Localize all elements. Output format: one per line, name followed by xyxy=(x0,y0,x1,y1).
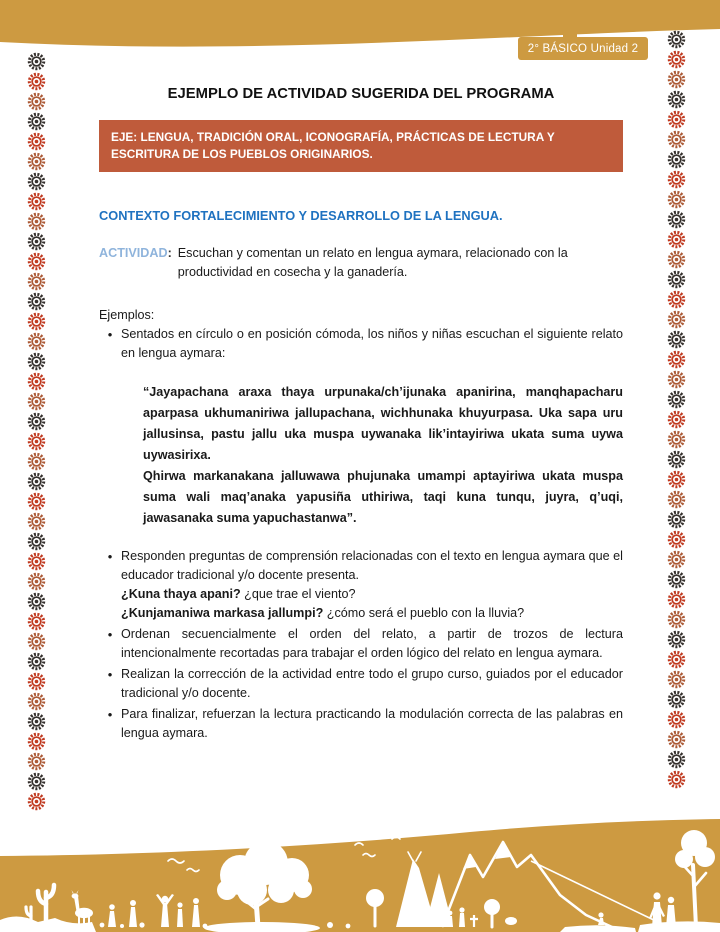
medallion-icon xyxy=(27,392,46,411)
medallion-icon xyxy=(667,370,686,389)
medallion-icon xyxy=(27,432,46,451)
medallion-icon xyxy=(27,592,46,611)
list-item xyxy=(99,665,623,703)
aymara-story-quote xyxy=(143,382,623,529)
medallion-icon xyxy=(27,652,46,671)
medallion-icon xyxy=(27,552,46,571)
medallion-icon xyxy=(27,752,46,771)
document-page xyxy=(99,0,623,745)
medallion-icon xyxy=(667,730,686,749)
medallion-icon xyxy=(27,372,46,391)
activity-colon: : xyxy=(167,246,172,260)
medallion-icon xyxy=(27,472,46,491)
medallion-icon xyxy=(27,172,46,191)
medallion-icon xyxy=(27,572,46,591)
example-bullet-1-text: Sentados en círculo o en posición cómoda, los niños y niñas escuchan el siguiente relato en lengua aymara: xyxy=(121,327,623,360)
medallion-icon xyxy=(27,692,46,711)
question-2-aymara: ¿Kunjamaniwa markasa jallumpi? xyxy=(121,606,324,620)
example-bullet-2-text: Responden preguntas de comprensión relacionadas con el texto en lengua aymara que el educador tradicional y/o docente presenta. xyxy=(121,549,623,582)
medallion-icon xyxy=(27,232,46,251)
medallion-icon xyxy=(27,632,46,651)
medallion-icon xyxy=(27,192,46,211)
medallion-icon xyxy=(667,50,686,69)
medallion-icon xyxy=(27,452,46,471)
medallion-icon xyxy=(667,450,686,469)
medallion-icon xyxy=(667,170,686,189)
medallion-icon xyxy=(667,470,686,489)
medallion-icon xyxy=(27,412,46,431)
medallion-icon xyxy=(667,330,686,349)
example-bullet-4: Realizan la corrección de la actividad entre todo el grupo curso, guiados por el educador tradicional y/o docente. xyxy=(121,667,623,700)
medallion-icon xyxy=(27,712,46,731)
question-1-aymara: ¿Kuna thaya apani? xyxy=(121,587,241,601)
medallion-icon xyxy=(27,352,46,371)
grade-unit-badge: 2° BÁSICO Unidad 2 xyxy=(518,37,648,60)
comprehension-question-2 xyxy=(121,604,623,623)
eje-banner: EJE: LENGUA, TRADICIÓN ORAL, ICONOGRAFÍA, PRÁCTICAS DE LECTURA Y ESCRITURA DE LOS PUEBLOS ORIGINARIOS. xyxy=(99,120,623,172)
medallion-icon xyxy=(667,150,686,169)
activity-row xyxy=(99,244,623,282)
list-item xyxy=(99,325,623,545)
medallion-icon xyxy=(667,210,686,229)
medallion-icon xyxy=(667,570,686,589)
medallion-icon xyxy=(667,430,686,449)
medallion-icon xyxy=(667,650,686,669)
bullet-icon xyxy=(99,665,121,703)
medallion-icon xyxy=(667,30,686,49)
medallion-icon xyxy=(667,250,686,269)
medallion-icon xyxy=(667,590,686,609)
andean-landscape-illustration xyxy=(0,815,720,932)
medallion-icon xyxy=(667,490,686,509)
activity-text: Escuchan y comentan un relato en lengua aymara, relacionado con la productividad en cosecha y la ganadería. xyxy=(177,246,568,279)
medallion-icon xyxy=(27,612,46,631)
medallion-icon xyxy=(27,212,46,231)
medallion-icon xyxy=(27,792,46,811)
medallion-icon xyxy=(667,110,686,129)
medallion-icon xyxy=(27,772,46,791)
medallion-icon xyxy=(667,630,686,649)
bullet-icon xyxy=(99,325,121,545)
bullet-icon xyxy=(99,547,121,623)
example-bullet-3: Ordenan secuencialmente el orden del relato, a partir de trozos de lectura intencionalmente recortadas para trabajar el orden lógico del relato en lengua aymara. xyxy=(121,627,623,660)
medallion-icon xyxy=(27,512,46,531)
ornament-border-right xyxy=(667,30,686,789)
medallion-icon xyxy=(667,130,686,149)
examples-label: Ejemplos: xyxy=(99,308,155,322)
comprehension-question-1 xyxy=(121,585,623,604)
aymara-quote-paragraph-1: “Jayapachana araxa thaya urpunaka/ch’ijunaka apanirina, manqhapacharu aparpasa ukhumaniriwa jallupachana, wichhunaka khuyurpasa. Uka sapa uru jallusinsa, pastu jallu uka muspa uywanaka lik’intayiriwa ukata suma uywa uywasirixa. xyxy=(143,385,623,462)
medallion-icon xyxy=(667,270,686,289)
medallion-icon xyxy=(27,732,46,751)
list-item xyxy=(99,625,623,663)
medallion-icon xyxy=(667,710,686,729)
bullet-icon xyxy=(99,625,121,663)
activity-label: ACTIVIDAD xyxy=(99,246,168,260)
medallion-icon xyxy=(667,670,686,689)
example-bullet-2 xyxy=(121,547,623,623)
medallion-icon xyxy=(27,532,46,551)
medallion-icon xyxy=(667,90,686,109)
medallion-icon xyxy=(667,410,686,429)
medallion-icon xyxy=(27,312,46,331)
medallion-icon xyxy=(27,672,46,691)
medallion-icon xyxy=(667,770,686,789)
medallion-icon xyxy=(667,530,686,549)
medallion-icon xyxy=(27,72,46,91)
medallion-icon xyxy=(667,510,686,529)
medallion-icon xyxy=(27,292,46,311)
medallion-icon xyxy=(27,272,46,291)
medallion-icon xyxy=(667,610,686,629)
medallion-icon xyxy=(27,152,46,171)
medallion-icon xyxy=(667,350,686,369)
list-item xyxy=(99,705,623,743)
medallion-icon xyxy=(667,230,686,249)
ornament-border-left xyxy=(27,52,46,811)
medallion-icon xyxy=(667,550,686,569)
medallion-icon xyxy=(27,52,46,71)
question-1-spanish: ¿que trae el viento? xyxy=(240,587,356,601)
medallion-icon xyxy=(667,750,686,769)
medallion-icon xyxy=(27,492,46,511)
medallion-icon xyxy=(667,190,686,209)
aymara-quote-paragraph-2: Qhirwa markanakana jalluwawa phujunaka umampi aptayiriwa ukata muspa suma wali maq’anaka yapusiña uthiriwa, taqi kuna tunqu, juyra, q’uqi, jawasanaka suma yapuchastanwa”. xyxy=(143,469,623,525)
medallion-icon xyxy=(667,290,686,309)
context-heading: CONTEXTO FORTALECIMIENTO Y DESARROLLO DE LA LENGUA. xyxy=(99,208,503,223)
examples-list xyxy=(99,325,623,743)
example-bullet-1 xyxy=(121,325,623,545)
example-bullet-5: Para finalizar, refuerzan la lectura practicando la modulación correcta de las palabras en lengua aymara. xyxy=(121,707,623,740)
medallion-icon xyxy=(27,112,46,131)
medallion-icon xyxy=(667,690,686,709)
medallion-icon xyxy=(27,332,46,351)
bullet-icon xyxy=(99,705,121,743)
list-item xyxy=(99,547,623,623)
medallion-icon xyxy=(27,92,46,111)
medallion-icon xyxy=(27,132,46,151)
medallion-icon xyxy=(667,310,686,329)
question-2-spanish: ¿cómo será el pueblo con la lluvia? xyxy=(323,606,525,620)
medallion-icon xyxy=(27,252,46,271)
medallion-icon xyxy=(667,70,686,89)
page-title: EJEMPLO DE ACTIVIDAD SUGERIDA DEL PROGRAMA xyxy=(167,86,555,102)
medallion-icon xyxy=(667,390,686,409)
